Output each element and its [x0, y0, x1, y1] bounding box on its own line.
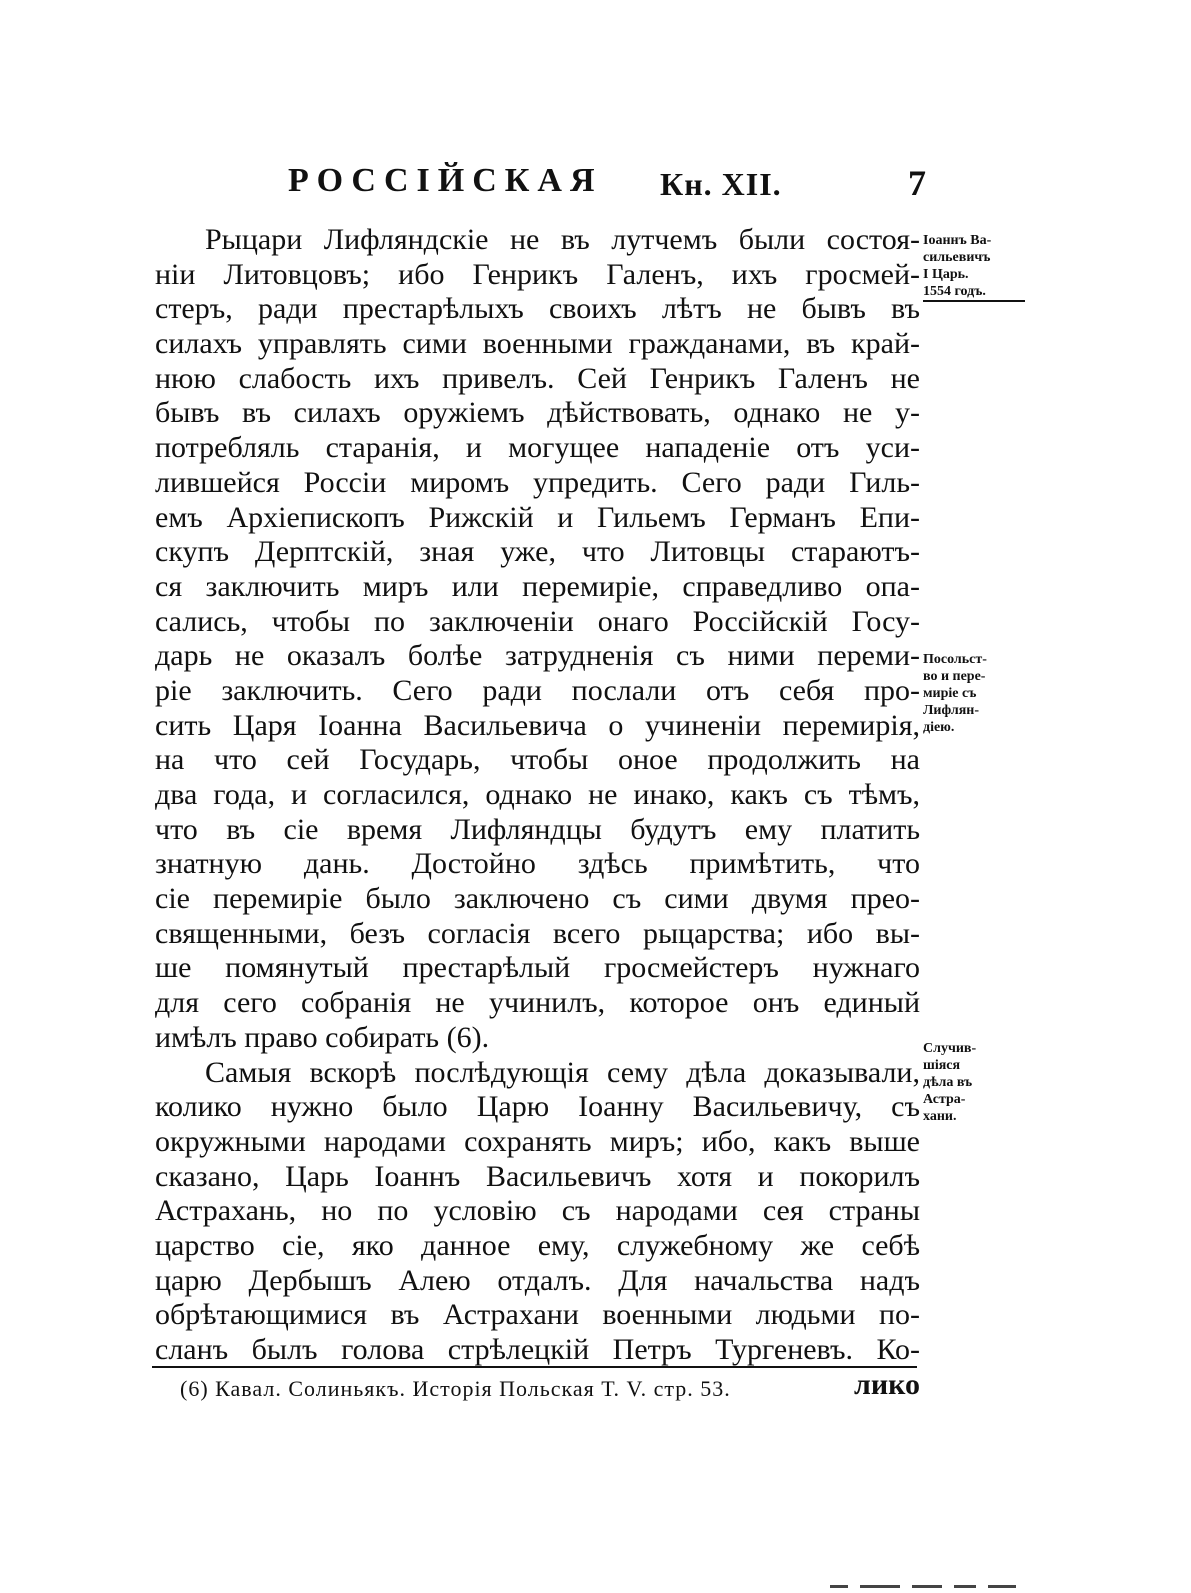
- margin-note-line: І Царь.: [923, 267, 969, 282]
- margin-note-line: сильевичъ: [923, 250, 991, 265]
- margin-note-astrakhan: [923, 1040, 1033, 1125]
- margin-note-line: Посольст-: [923, 652, 987, 667]
- text-line: ріе заключить. Сего ради послали отъ себя про-: [155, 673, 920, 707]
- margin-note-ivan: [923, 232, 1033, 302]
- margin-note-line: шіяся: [923, 1058, 961, 1073]
- main-text: [155, 223, 920, 1402]
- text-line: колико нужно было Царю Іоанну Васильевичу, съ: [155, 1090, 920, 1124]
- text-line: ніи Литовцовъ; ибо Генрикъ Галенъ, ихъ гросмей-: [155, 257, 920, 291]
- margin-note-embassy: [923, 651, 1033, 736]
- text-line: дарь не оказалъ болѣе затрудненія съ ними переми-: [155, 639, 920, 673]
- text-line: потребляль старанія, и могущее нападеніе отъ уси-: [155, 431, 920, 465]
- header-title: РОССІЙСКАЯ: [288, 162, 603, 199]
- margin-note-line: Лифлян-: [923, 703, 979, 718]
- text-line: царю Дербышъ Алею отдалъ. Для начальства надъ: [155, 1263, 920, 1297]
- text-line: имѣлъ право собирать (6).: [155, 1020, 490, 1054]
- text-line: ше помянутый престарѣлый гросмейстеръ нужнаго: [155, 951, 920, 985]
- text-line: два года, и согласился, однако не инако, какъ съ тѣмъ,: [155, 778, 920, 811]
- text-line: ся заключить миръ или перемиріе, справедливо опа-: [155, 569, 920, 603]
- text-line: Рыцари Лифляндскіе не въ лутчемъ были состоя-: [205, 223, 920, 256]
- footnote: (6) Кавал. Солиньякъ. Исторія Польская Т. V. стр. 53.: [180, 1376, 731, 1401]
- margin-note-line: Случив-: [923, 1041, 977, 1056]
- margin-note-line: Астра-: [923, 1092, 966, 1107]
- running-header: [270, 162, 930, 208]
- header-book-number: Кн. XII.: [660, 166, 782, 202]
- margin-note-line: миріе съ: [923, 686, 977, 701]
- text-line: сіе перемиріе было заключено съ сими двумя прео-: [155, 882, 920, 916]
- text-line: скупъ Дерптскій, зная уже, что Литовцы стараютъ-: [155, 535, 920, 569]
- margin-note-line: хани.: [923, 1109, 957, 1124]
- text-line: лившейся Россіи миромъ упредить. Сего ради Гиль-: [155, 465, 920, 499]
- text-line: Самыя вскорѣ послѣдующія сему дѣла доказывали,: [205, 1055, 920, 1089]
- text-line: знатную дань. Достойно здѣсь примѣтить, что: [155, 847, 920, 881]
- margin-note-line: во и пере-: [923, 669, 986, 684]
- text-line: окружными народами сохранять миръ; ибо, какъ выше: [155, 1124, 920, 1158]
- text-line: обрѣтающимися въ Астрахани военными людьми по-: [155, 1298, 920, 1332]
- catchword: лико: [853, 1367, 920, 1401]
- text-line: священными, безъ согласія всего рыцарства; ибо вы-: [155, 916, 920, 950]
- margin-note-line: дѣла въ: [923, 1075, 973, 1090]
- text-line: что въ сіе время Лифляндцы будутъ ему платить: [155, 812, 920, 846]
- text-line: силахъ управлять сими военными гражданами, въ край-: [155, 327, 920, 361]
- text-line: на что сей Государь, чтобы оное продолжить на: [155, 743, 920, 777]
- text-line: сались, чтобы по заключеніи онаго Россійскій Госу-: [155, 604, 920, 638]
- margin-note-line: Іоаннъ Ва-: [923, 233, 992, 248]
- text-line: бывъ въ силахъ оружіемъ дѣйствовать, однако не у-: [155, 396, 920, 430]
- bottom-scan-marks: [830, 1575, 1090, 1578]
- margin-note-line: діею.: [923, 720, 955, 735]
- text-line: нюю слабость ихъ привелъ. Сей Генрикъ Галенъ не: [155, 361, 920, 395]
- text-line: царство сіе, яко данное ему, служебному же себѣ: [155, 1228, 920, 1262]
- text-line: стеръ, ради престарѣлыхъ своихъ лѣтъ не бывъ въ: [155, 292, 920, 326]
- text-line: сить Царя Іоанна Васильевича о учиненіи перемирія,: [155, 708, 920, 742]
- text-line: Астрахань, но по условію съ народами сея страны: [155, 1194, 920, 1228]
- text-line: сказано, Царь Іоаннъ Васильевичъ хотя и покорилъ: [155, 1159, 920, 1193]
- text-line: емъ Архіепископъ Рижскій и Гильемъ Германъ Епи-: [155, 500, 920, 534]
- margin-note-line: 1554 годъ.: [923, 283, 1025, 302]
- page-number: 7: [908, 163, 926, 203]
- text-line: сланъ былъ голова стрѣлецкій Петръ Тургеневъ. Ко-: [155, 1333, 920, 1366]
- text-line: для сего собранія не учинилъ, которое онъ единый: [155, 986, 920, 1020]
- footnote-rule: [152, 1366, 917, 1368]
